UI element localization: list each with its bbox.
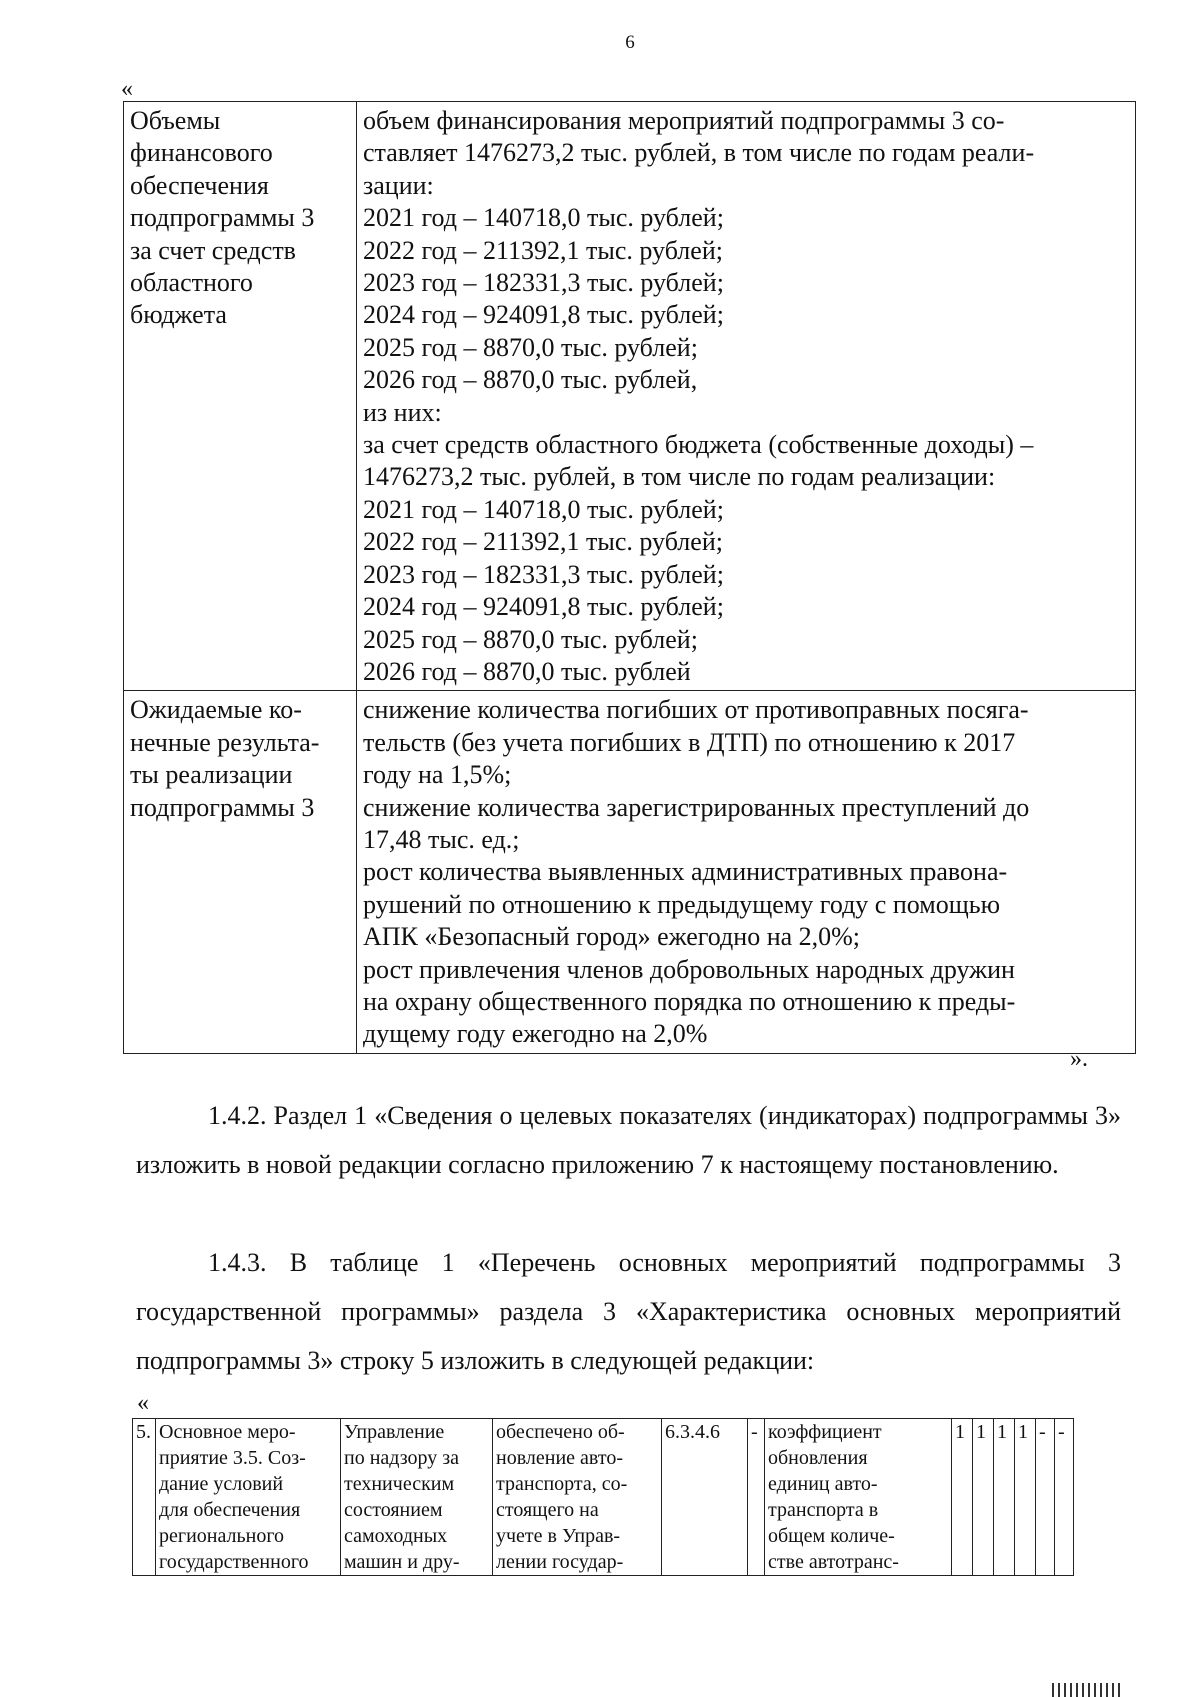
value-cell: 1 [994,1419,1015,1576]
close-quote: ». [1070,1046,1088,1072]
value-cell: - [1036,1419,1055,1576]
results-label: Ожидаемые ко- нечные результа- ты реализации подпрограммы 3 [124,691,357,1053]
financing-value: объем финансирования мероприятий подпрограммы 3 со- ставляет 1476273,2 тыс. рублей, в том числе по годам реали- зации: 2021 год – 140718,0 тыс. рублей; 2022 год – 211392,1 тыс. рублей; 2023 год – 182331,3 тыс. рублей; 2024 год – 924091,8 тыс. рублей; 2025 год – 8870,0 тыс. рублей; 2026 год – 8870,0 тыс. рублей, из них: за счет средств областного бюджета (собственные доходы) – 1476273,2 тыс. рублей, в том числе по годам реализации: 2021 год – 140718,0 тыс. рублей; 2022 год – 211392,1 тыс. рублей; 2023 год – 182331,3 тыс. рублей; 2024 год – 924091,8 тыс. рублей; 2025 год – 8870,0 тыс. рублей; 2026 год – 8870,0 тыс. рублей [357,102,1136,691]
table-row [124,691,1136,1053]
page-number: 6 [625,32,635,53]
paragraph-1-4-2: 1.4.2. Раздел 1 «Сведения о целевых показателях (индикаторах) подпрограммы 3» изложить в новой редакции согласно приложению 7 к настоящему постановлению. [136,1101,1121,1179]
row-number: 5. [133,1419,156,1576]
passport-table [123,101,1136,1054]
table-row [133,1419,1074,1576]
financing-label: Объемы финансового обеспечения подпрограммы 3 за счет средств областного бюджета [124,102,357,691]
indicator-cell: коэффициент обновления единиц авто- транспорта в общем количе- стве автотранс- [765,1419,952,1576]
value-cell: 1 [1015,1419,1036,1576]
result-cell: обеспечено об- новление авто- транспорта, со- стоящего на учете в Управ- лении государ- [493,1419,662,1576]
dash-cell: - [748,1419,765,1576]
executor-cell: Управление по надзору за техническим состоянием самоходных машин и дру- [341,1419,493,1576]
scan-artifact [1052,1683,1122,1697]
value-cell: 1 [973,1419,994,1576]
table-row [124,102,1136,691]
indicator-code: 6.3.4.6 [662,1419,748,1576]
open-quote-2: « [137,1390,149,1416]
value-cell: - [1055,1419,1074,1576]
row5-table [132,1418,1074,1576]
open-quote: « [121,76,133,102]
value-cell: 1 [952,1419,973,1576]
paragraph-1-4-3: 1.4.3. В таблице 1 «Перечень основных мероприятий подпрограммы 3 государственной программы» раздела 3 «Характеристика основных мероприятий подпрограммы 3» строку 5 изложить в следующей редакции: [136,1248,1121,1375]
results-value: снижение количества погибших от противоправных посяга- тельств (без учета погибших в ДТП) по отношению к 2017 году на 1,5%; снижение количества зарегистрированных преступлений до 17,48 тыс. ед.; рост количества выявленных административных правона- рушений по отношению к предыдущему году с помощью АПК «Безопасный город» ежегодно на 2,0%; рост привлечения членов добровольных народных дружин на охрану общественного порядка по отношению к преды- дущему году ежегодно на 2,0% [357,691,1136,1053]
event-cell: Основное меро- приятие 3.5. Соз- дание условий для обеспечения регионального государственного [156,1419,341,1576]
